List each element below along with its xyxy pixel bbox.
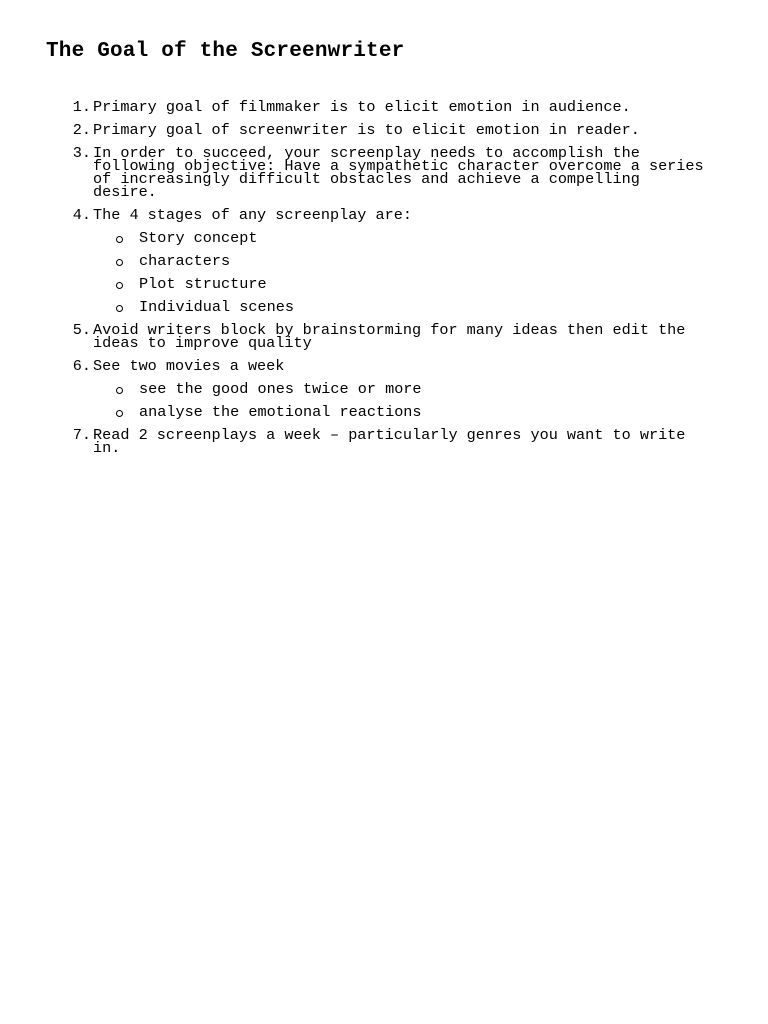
- circle-bullet-icon: [116, 410, 123, 417]
- list-item: [72, 206, 733, 316]
- sub-list: [93, 229, 733, 316]
- list-item-text: In order to succeed, your screenplay needs to accomplish the following objective: Have a sympathetic character overcome a series of increasingly difficult obstacles and achieve a compelling desire.: [93, 144, 704, 201]
- circle-bullet-icon: [116, 387, 123, 394]
- sub-list-item: [93, 252, 733, 270]
- sub-list-item-text: characters: [139, 252, 231, 270]
- sub-list-item-text: Story concept: [139, 229, 258, 247]
- sub-list-item: [93, 229, 733, 247]
- list-item: [72, 121, 733, 139]
- list-item-number: 5.: [72, 321, 91, 339]
- sub-list-item-text: see the good ones twice or more: [139, 380, 422, 398]
- list-item: [72, 321, 733, 352]
- page-title: The Goal of the Screenwriter: [46, 40, 405, 63]
- list-item-number: 2.: [72, 121, 91, 139]
- list-item: [72, 357, 733, 421]
- list-item: [72, 144, 733, 201]
- list-item-number: 6.: [72, 357, 91, 375]
- list-item: [72, 98, 733, 116]
- numbered-list: [72, 98, 733, 465]
- sub-list-item: [93, 298, 733, 316]
- sub-list-item: [93, 275, 733, 293]
- circle-bullet-icon: [116, 236, 123, 243]
- sub-list-item-text: Plot structure: [139, 275, 267, 293]
- list-item-number: 7.: [72, 426, 91, 444]
- sub-list-item: [93, 403, 733, 421]
- list-item-text: Primary goal of screenwriter is to elicit emotion in reader.: [93, 121, 640, 139]
- list-item-number: 1.: [72, 98, 91, 116]
- circle-bullet-icon: [116, 305, 123, 312]
- list-item-text: The 4 stages of any screenplay are:: [93, 206, 412, 224]
- list-item-text: Read 2 screenplays a week – particularly genres you want to write in.: [93, 426, 686, 457]
- sub-list-item-text: analyse the emotional reactions: [139, 403, 422, 421]
- list-item-text: Avoid writers block by brainstorming for many ideas then edit the ideas to improve quality: [93, 321, 686, 352]
- list-item-text: Primary goal of filmmaker is to elicit emotion in audience.: [93, 98, 631, 116]
- circle-bullet-icon: [116, 282, 123, 289]
- circle-bullet-icon: [116, 259, 123, 266]
- sub-list-item: [93, 380, 733, 398]
- list-item-number: 3.: [72, 144, 91, 162]
- sub-list: [93, 380, 733, 421]
- list-item-number: 4.: [72, 206, 91, 224]
- sub-list-item-text: Individual scenes: [139, 298, 294, 316]
- list-item-text: See two movies a week: [93, 357, 285, 375]
- list-item: [72, 426, 733, 457]
